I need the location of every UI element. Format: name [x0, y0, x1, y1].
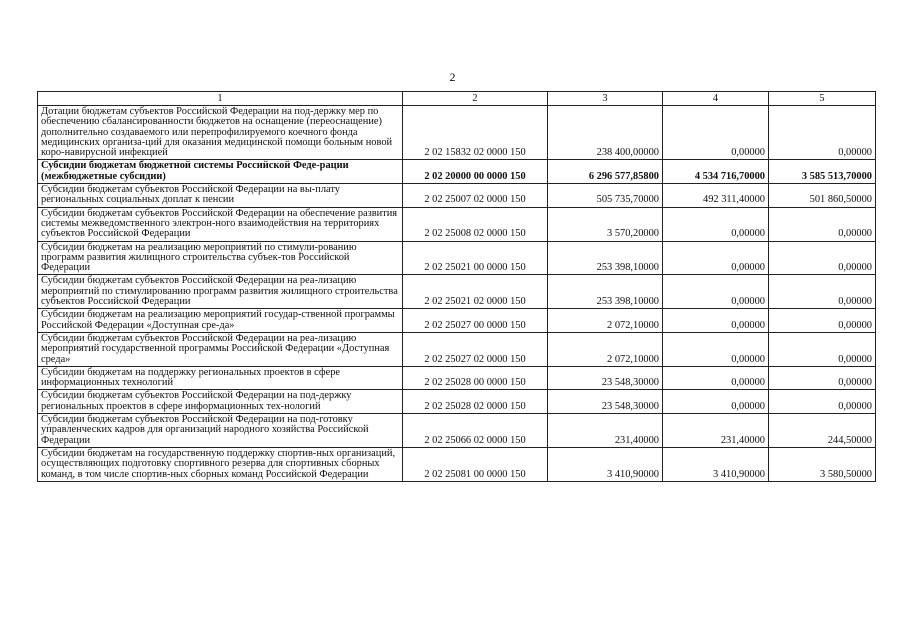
row-code: 2 02 20000 00 0000 150	[403, 160, 548, 184]
row-code: 2 02 25027 02 0000 150	[403, 332, 548, 366]
row-value-col4: 0,00000	[663, 207, 769, 241]
table-row	[38, 447, 876, 481]
row-value-col4: 0,00000	[663, 309, 769, 333]
row-name: Субсидии бюджетам на государственную поддержку спортив-ных организаций, осуществляющих подготовку спортивного резерва для спортивных сборных команд, в том числе спортив-ных сборных команд Российской Федерации	[38, 447, 403, 481]
row-name: Субсидии бюджетам субъектов Российской Федерации на реа-лизацию мероприятий государственной программы Российской Федерации «Доступная среда»	[38, 332, 403, 366]
row-value-col3: 6 296 577,85800	[548, 160, 663, 184]
row-value-col3: 253 398,10000	[548, 275, 663, 309]
column-header: 3	[548, 92, 663, 106]
row-value-col5: 0,00000	[769, 366, 876, 390]
row-code: 2 02 25007 02 0000 150	[403, 184, 548, 208]
row-value-col5: 0,00000	[769, 309, 876, 333]
row-value-col4: 3 410,90000	[663, 447, 769, 481]
row-value-col3: 231,40000	[548, 414, 663, 448]
column-header-row	[38, 92, 876, 106]
row-value-col3: 2 072,10000	[548, 332, 663, 366]
table-row	[38, 160, 876, 184]
row-value-col5: 0,00000	[769, 207, 876, 241]
row-value-col3: 2 072,10000	[548, 309, 663, 333]
row-value-col5: 0,00000	[769, 241, 876, 275]
column-header: 4	[663, 92, 769, 106]
row-code: 2 02 25028 02 0000 150	[403, 390, 548, 414]
budget-table	[37, 91, 876, 482]
row-value-col4: 492 311,40000	[663, 184, 769, 208]
row-name: Субсидии бюджетам бюджетной системы Российской Феде-рации (межбюджетные субсидии)	[38, 160, 403, 184]
table-row	[38, 241, 876, 275]
table-row	[38, 332, 876, 366]
row-name: Субсидии бюджетам на реализацию мероприятий по стимули-рованию программ развития жилищного строительства субъек-тов Российской Федерации	[38, 241, 403, 275]
row-value-col4: 231,40000	[663, 414, 769, 448]
row-value-col3: 23 548,30000	[548, 366, 663, 390]
row-code: 2 02 25027 00 0000 150	[403, 309, 548, 333]
column-header: 5	[769, 92, 876, 106]
row-value-col4: 0,00000	[663, 390, 769, 414]
table-row	[38, 390, 876, 414]
row-code: 2 02 25081 00 0000 150	[403, 447, 548, 481]
row-value-col4: 0,00000	[663, 106, 769, 160]
row-value-col5: 0,00000	[769, 106, 876, 160]
row-value-col3: 3 410,90000	[548, 447, 663, 481]
budget-table-body	[38, 92, 876, 482]
table-row	[38, 207, 876, 241]
column-header: 1	[38, 92, 403, 106]
row-value-col5: 0,00000	[769, 390, 876, 414]
table-row	[38, 309, 876, 333]
row-code: 2 02 25021 02 0000 150	[403, 275, 548, 309]
row-code: 2 02 25066 02 0000 150	[403, 414, 548, 448]
row-value-col3: 253 398,10000	[548, 241, 663, 275]
row-code: 2 02 25028 00 0000 150	[403, 366, 548, 390]
column-header: 2	[403, 92, 548, 106]
row-name: Дотации бюджетам субъектов Российской Федерации на под-держку мер по обеспечению сбалансированности бюджетов на оснащение (переоснащение) дополнительно создаваемого или перепрофилируемого коечного фонда медицинских организа-ций для оказания медицинской помощи больным новой коро-навирусной инфекцией	[38, 106, 403, 160]
table-row	[38, 275, 876, 309]
row-name: Субсидии бюджетам субъектов Российской Федерации на реа-лизацию мероприятий по стимулированию программ развития жилищного строительства субъектов Российской Федерации	[38, 275, 403, 309]
row-value-col5: 0,00000	[769, 332, 876, 366]
row-code: 2 02 25021 00 0000 150	[403, 241, 548, 275]
page-number: 2	[449, 70, 456, 84]
row-code: 2 02 25008 02 0000 150	[403, 207, 548, 241]
table-row	[38, 106, 876, 160]
row-value-col4: 0,00000	[663, 241, 769, 275]
row-name: Субсидии бюджетам на реализацию мероприятий государ-ственной программы Российской Федерации «Доступная сре-да»	[38, 309, 403, 333]
row-value-col5: 501 860,50000	[769, 184, 876, 208]
row-name: Субсидии бюджетам на поддержку региональных проектов в сфере информационных технологий	[38, 366, 403, 390]
row-value-col3: 23 548,30000	[548, 390, 663, 414]
row-name: Субсидии бюджетам субъектов Российской Федерации на вы-плату региональных социальных доплат к пенсии	[38, 184, 403, 208]
row-value-col5: 0,00000	[769, 275, 876, 309]
row-value-col5: 3 580,50000	[769, 447, 876, 481]
row-value-col4: 0,00000	[663, 332, 769, 366]
row-value-col4: 0,00000	[663, 275, 769, 309]
table-row	[38, 366, 876, 390]
row-value-col3: 505 735,70000	[548, 184, 663, 208]
row-name: Субсидии бюджетам субъектов Российской Федерации на обеспечение развития системы межведомственного электрон-ного взаимодействия на территориях субъектов Российской Федерации	[38, 207, 403, 241]
row-name: Субсидии бюджетам субъектов Российской Федерации на под-готовку управленческих кадров для организаций народного хозяйства Российской Федерации	[38, 414, 403, 448]
row-name: Субсидии бюджетам субъектов Российской Федерации на под-держку региональных проектов в сфере информационных тех-нологий	[38, 390, 403, 414]
row-value-col4: 4 534 716,70000	[663, 160, 769, 184]
table-row	[38, 414, 876, 448]
row-value-col5: 244,50000	[769, 414, 876, 448]
row-value-col3: 238 400,00000	[548, 106, 663, 160]
row-value-col3: 3 570,20000	[548, 207, 663, 241]
table-row	[38, 184, 876, 208]
row-value-col4: 0,00000	[663, 366, 769, 390]
row-value-col5: 3 585 513,70000	[769, 160, 876, 184]
row-code: 2 02 15832 02 0000 150	[403, 106, 548, 160]
